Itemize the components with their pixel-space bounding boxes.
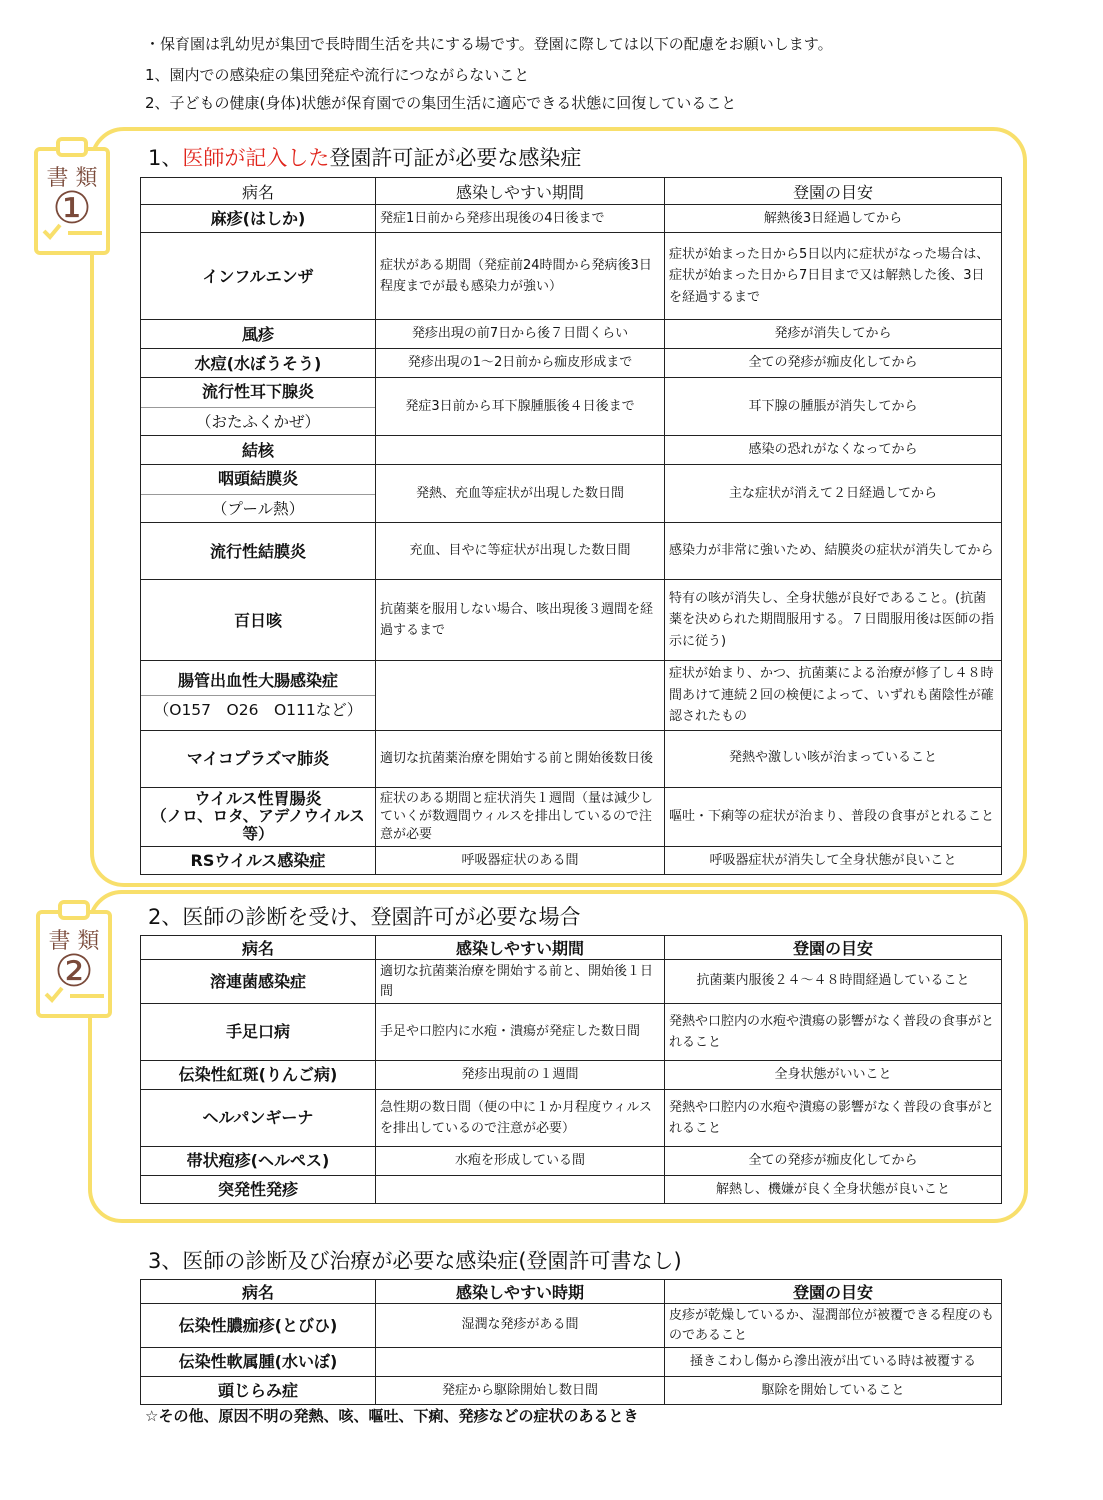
table-row: 伝染性軟属腫(水いぼ) 掻きこわし傷から滲出液が出ている時は被覆する bbox=[141, 1348, 1002, 1377]
table-row: 溶連菌感染症 適切な抗菌薬治療を開始する前と、開始後１日間 抗菌薬内服後２４～４８時間経過していること bbox=[141, 960, 1002, 1004]
section3-title: 3、医師の診断及び治療が必要な感染症(登園許可書なし) bbox=[148, 1249, 682, 1273]
table-row: 風疹 発疹出現の前7日から後７日間くらい 発疹が消失してから bbox=[141, 320, 1002, 349]
section1-table bbox=[140, 177, 1002, 875]
col-header-period: 感染しやすい期間 bbox=[376, 936, 665, 960]
table-row: 腸管出血性大腸感染症 （O157 O26 O111など） 症状が始まり、かつ、抗菌薬による治療が修了し４８時間あけて連続２回の検便によって、いずれも菌陰性が確認されたもの bbox=[141, 661, 1002, 730]
table-row: 頭じらみ症 発症から駆除開始し数日間 駆除を開始していること bbox=[141, 1377, 1002, 1405]
table-row: 咽頭結膜炎 （プール熱） 発熱、充血等症状が出現した数日間 主な症状が消えて２日経過してから bbox=[141, 465, 1002, 523]
table-row: マイコプラズマ肺炎 適切な抗菌薬治療を開始する前と開始後数日後 発熱や激しい咳が治まっていること bbox=[141, 730, 1002, 787]
table-header-row bbox=[141, 1280, 1002, 1304]
table-row: 麻疹(はしか) 発症1日前から発疹出現後の4日後まで 解熱後3日経過してから bbox=[141, 205, 1002, 233]
table-row: 百日咳 抗菌薬を服用しない場合、咳出現後３週間を経過するまで 特有の咳が消失し、全身状態が良好であること。(抗菌薬を決められた期間服用する。７日間服用後は医師の指示に従う) bbox=[141, 580, 1002, 661]
table-row: 流行性耳下腺炎 （おたふくかぜ） 発症3日前から耳下腺腫脹後４日後まで 耳下腺の腫脹が消失してから bbox=[141, 378, 1002, 436]
section2-title: 2、医師の診断を受け、登園許可が必要な場合 bbox=[148, 905, 581, 929]
col-header-guide: 登園の目安 bbox=[665, 936, 1002, 960]
table-header-row bbox=[141, 936, 1002, 960]
badge-1-label: 書 類 bbox=[46, 166, 98, 191]
document-badge-2-icon bbox=[32, 898, 118, 1020]
col-header-period: 感染しやすい時期 bbox=[376, 1280, 665, 1304]
table-row: 伝染性膿痂疹(とびひ) 湿潤な発疹がある間 皮疹が乾燥しているか、湿潤部位が被覆できる程度のものであること bbox=[141, 1304, 1002, 1348]
document-badge-1-icon bbox=[30, 135, 116, 257]
badge-2-number: ② bbox=[54, 946, 94, 997]
section3-table bbox=[140, 1279, 1002, 1405]
col-header-name: 病名 bbox=[141, 936, 376, 960]
col-header-guide: 登園の目安 bbox=[665, 178, 1002, 205]
col-header-name: 病名 bbox=[141, 1280, 376, 1304]
badge-1-number: ① bbox=[52, 183, 92, 234]
col-header-period: 感染しやすい期間 bbox=[376, 178, 665, 205]
section1-title: 1、医師が記入した登園許可証が必要な感染症 bbox=[148, 146, 582, 170]
table-row: ヘルパンギーナ 急性期の数日間（便の中に１か月程度ウィルスを排出しているので注意が必要） 発熱や口腔内の水疱や潰瘍の影響がなく普段の食事がとれること bbox=[141, 1090, 1002, 1147]
footnote: ☆その他、原因不明の発熱、咳、嘔吐、下痢、発疹などの症状のあるとき bbox=[145, 1407, 639, 1425]
intro-line-3: 2、子どもの健康(身体)状態が保育園での集団生活に適応できる状態に回復していること bbox=[145, 94, 737, 112]
table-row: 手足口病 手足や口腔内に水疱・潰瘍が発症した数日間 発熱や口腔内の水疱や潰瘍の影響がなく普段の食事がとれること bbox=[141, 1004, 1002, 1061]
col-header-name: 病名 bbox=[141, 178, 376, 205]
section2-table bbox=[140, 935, 1002, 1204]
table-row: 水痘(水ぼうそう) 発疹出現の1～2日前から痂皮形成まで 全ての発疹が痂皮化してから bbox=[141, 349, 1002, 378]
table-row: 伝染性紅斑(りんご病) 発疹出現前の１週間 全身状態がいいこと bbox=[141, 1061, 1002, 1090]
table-row: RSウイルス感染症 呼吸器症状のある間 呼吸器症状が消失して全身状態が良いこと bbox=[141, 847, 1002, 875]
table-row: 流行性結膜炎 充血、目やに等症状が出現した数日間 感染力が非常に強いため、結膜炎の症状が消失してから bbox=[141, 523, 1002, 580]
table-row: インフルエンザ 症状がある期間（発症前24時間から発病後3日程度までが最も感染力が強い） 症状が始まった日から5日以内に症状がなった場合は、症状が始まった日から7日目まで又は解熱した後、3日を経過するまで bbox=[141, 233, 1002, 320]
badge-2-label: 書 類 bbox=[48, 929, 100, 954]
table-row: 突発性発疹 解熱し、機嫌が良く全身状態が良いこと bbox=[141, 1176, 1002, 1204]
table-header-row bbox=[141, 178, 1002, 205]
intro-line-1: ・保育園は乳幼児が集団で長時間生活を共にする場です。登園に際しては以下の配慮をお願いします。 bbox=[145, 35, 833, 53]
col-header-guide: 登園の目安 bbox=[665, 1280, 1002, 1304]
table-row: 帯状疱疹(ヘルペス) 水疱を形成している間 全ての発疹が痂皮化してから bbox=[141, 1147, 1002, 1176]
intro-line-2: 1、園内での感染症の集団発症や流行につながらないこと bbox=[145, 66, 530, 84]
table-row: ウイルス性胃腸炎 （ノロ、ロタ、アデノウイルス等） 症状のある期間と症状消失１週間（量は減少していくが数週間ウィルスを排出しているので注意が必要 嘔吐・下痢等の症状が治まり、普段の食事がとれること bbox=[141, 787, 1002, 847]
table-row: 結核 感染の恐れがなくなってから bbox=[141, 436, 1002, 465]
